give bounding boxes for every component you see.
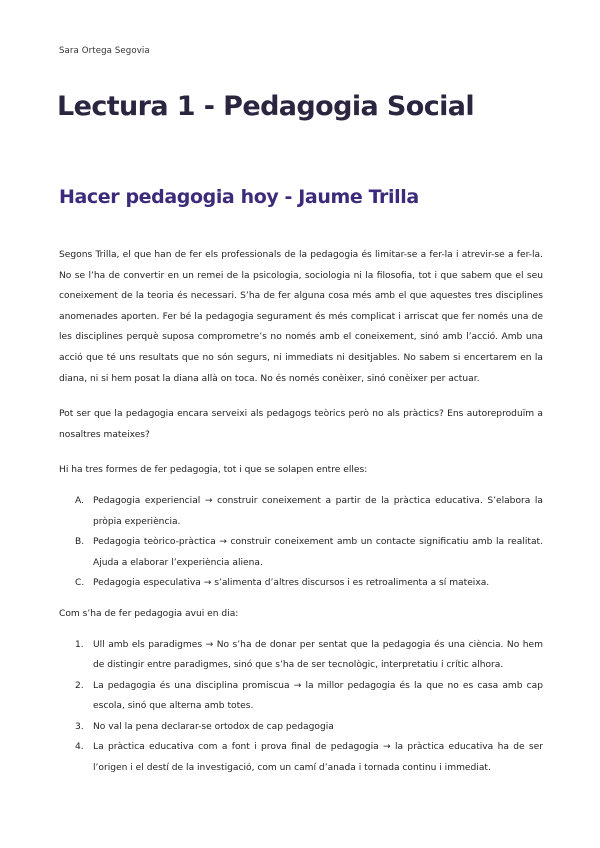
list-item [59, 532, 543, 573]
list-marker: 3. [75, 721, 84, 732]
document-title: Lectura 1 - Pedagogia Social [57, 91, 475, 122]
list-marker: 4. [75, 742, 84, 753]
list-item [59, 717, 543, 738]
list-item [59, 737, 543, 778]
list-item-text: La pedagogia és una disciplina promiscua → la millor pedagogia és la que no es casa amb cap escola, sinó que alterna amb totes. [93, 680, 543, 712]
how-list [59, 635, 543, 779]
list-item-text: No val la pena declarar-se ortodox de cap pedagogia [93, 721, 334, 732]
list-item-text: La pràctica educativa com a font i prova final de pedagogia → la pràctica educativa ha de ser l’origen i el destí de la investigació, com un camí d’anada i tornada continu i immediat. [93, 742, 543, 774]
section-subtitle: Hacer pedagogia hoy - Jaume Trilla [59, 186, 419, 208]
list-marker: A. [75, 495, 84, 506]
author-name: Sara Ortega Segovia [59, 46, 150, 56]
list-item [59, 635, 543, 676]
list-marker: 2. [75, 680, 84, 691]
list-item [59, 491, 543, 532]
list-item [59, 573, 543, 594]
paragraph-question: Pot ser que la pedagogia encara serveixi als pedagogs teòrics però no als pràctics? Ens autoreproduïm a nosaltres mateixes? [59, 409, 543, 440]
list-marker: B. [75, 537, 85, 548]
list-item-text: Pedagogia experiencial → construir coneixement a partir de la pràctica educativa. S’elabora la pròpia experiència. [93, 495, 543, 527]
forms-list [59, 491, 543, 594]
list-item-text: Pedagogia teòrico-pràctica → construir coneixement amb un contacte significatiu amb la realitat. Ajuda a elaborar l’experiència aliena. [93, 537, 543, 568]
list-item-text: Pedagogia especulativa → s’alimenta d’altres discursos i es retroalimenta a sí mateixa. [93, 578, 490, 589]
paragraph-forms-intro: Hi ha tres formes de fer pedagogia, tot i que se solapen entre elles: [59, 465, 368, 476]
paragraph-intro: Segons Trilla, el que han de fer els professionals de la pedagogia és limitar-se a fer-la i atrevir-se a fer-la. No se l’ha de convertir en un remei de la psicologia, sociologia ni la filosofia, tot i que sabem que el seu coneixement de la teoria és necessari. S’ha de fer alguna cosa més amb el que aquestes tres disciplines anomenades aporten. Fer bé la pedagogia segurament és més complicat i arriscat que fer només una de les disciplines perquè suposa comprometre’s no només amb el coneixement, sinó amb l’acció. Amb una acció que té uns resultats que no són segurs, ni immediats ni desitjables. No sabem si encertarem en la diana, ni si hem posat la diana allà on toca. No és només conèixer, sinó conèixer per actuar. [59, 250, 543, 384]
list-item [59, 676, 543, 717]
list-item-text: Ull amb els paradigmes → No s’ha de donar per sentat que la pedagogia és una ciència. No hem de distingir entre paradigmes, sinó que s’ha de ser tecnològic, interpretatiu i crític alhora. [93, 639, 543, 671]
document-body [59, 245, 543, 779]
list-marker: 1. [75, 639, 84, 650]
list-marker: C. [75, 578, 85, 589]
paragraph-how-intro: Com s’ha de fer pedagogia avui en dia: [59, 608, 239, 619]
